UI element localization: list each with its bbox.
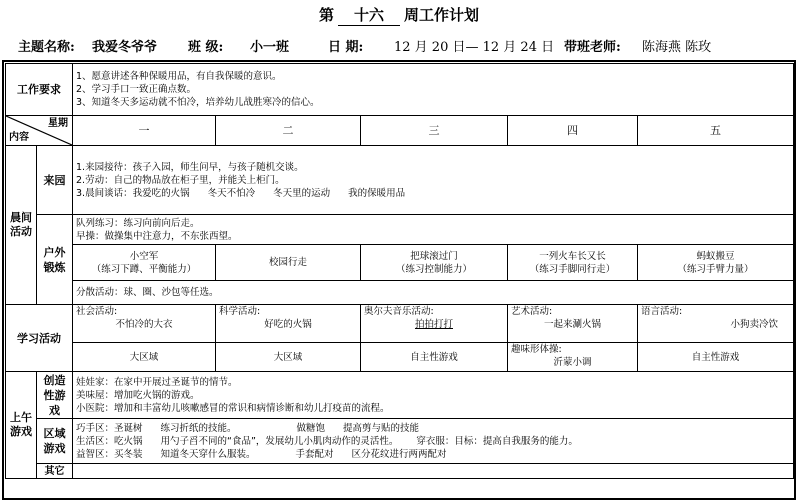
- outdoor-game-friday: 蚂蚁搬豆 （练习手臂力量）: [638, 245, 794, 281]
- outdoor-line: 队列练习：练习向前向后走。: [76, 217, 200, 229]
- week-number: 十六: [338, 4, 400, 26]
- day-header-row: [6, 116, 794, 146]
- lesson-thursday: 艺术活动: 一起来涮火锅: [508, 305, 638, 343]
- outdoor-exercise-label: 户外锻炼: [37, 215, 73, 305]
- area-line: 巧手区：圣诞树 练习折纸的技能。 做糖饱 提高剪与贴的技能: [76, 422, 420, 434]
- outdoor-game-thursday: 一列火车长又长 （练习手脚同行走）: [508, 245, 638, 281]
- teacher-label: 带班老师:: [564, 40, 621, 55]
- weekly-plan-table: [5, 63, 794, 479]
- date-label: 日 期:: [328, 40, 364, 55]
- day-thursday: 四: [508, 116, 638, 146]
- date-value: 12 月 20 日— 12 月 24 日: [394, 40, 555, 55]
- study-game-tuesday: 大区域: [216, 343, 361, 372]
- area-line: 生活区：吃火锅 用勺子舀不同的“食品”，发展幼儿小肌肉动作的灵活性。 穿衣服：目标：提高自我服务的能力。: [76, 435, 578, 447]
- requirements-list: [73, 64, 794, 116]
- page-title: [0, 4, 798, 26]
- teacher-value: 陈海燕 陈玫: [642, 40, 712, 55]
- requirements-row: [6, 64, 794, 116]
- study-game-friday: 自主性游戏: [638, 343, 794, 372]
- morning-activity-label: 晨间活动: [6, 146, 37, 305]
- other-content: [73, 464, 794, 479]
- class-label: 班 级:: [188, 40, 224, 55]
- creative-line: 美味屋：增加吃火锅的游戏。: [76, 389, 200, 401]
- lesson-friday: 语言活动: 小狗卖冷饮: [638, 305, 794, 343]
- other-label: 其它: [37, 464, 73, 479]
- day-tuesday: 二: [216, 116, 361, 146]
- requirement-item: 3、知道冬天多运动就不怕冷，培养幼儿战胜寒冷的信心。: [76, 97, 320, 108]
- creative-game-content: [73, 372, 794, 419]
- title-prefix: 第: [318, 6, 334, 24]
- arrival-line: 1.来园接待：孩子入园，师生问早，与孩子随机交谈。: [76, 161, 304, 173]
- outdoor-game-tuesday: 校园行走: [216, 245, 361, 281]
- requirements-label: 工作要求: [6, 64, 73, 116]
- creative-game-row: [6, 372, 794, 419]
- outdoor-line: 早操：做操集中注意力，不东张西望。: [76, 230, 238, 242]
- study-game-thursday: 趣味形体操: 沂蒙小调: [508, 343, 638, 372]
- creative-line: 小医院：增加和丰富幼儿咳嗽感冒的常识和病情诊断和幼儿打疫苗的流程。: [76, 402, 390, 414]
- plan-info-bar: [18, 36, 798, 58]
- study-lessons-row: [6, 305, 794, 343]
- study-activity-label: 学习活动: [6, 305, 73, 372]
- class-value: 小一班: [250, 40, 290, 55]
- corner-content-label: 内容: [9, 132, 29, 143]
- arrival-content: [73, 146, 794, 215]
- study-games-row: [6, 343, 794, 372]
- other-row: [6, 464, 794, 479]
- area-line: 益智区：买冬装 知道冬天穿什么服装。 手套配对 区分花纹进行两两配对: [76, 448, 447, 460]
- requirement-item: 1、愿意讲述各种保暖用品，有自我保暖的意识。: [76, 71, 282, 82]
- outdoor-routine: [73, 215, 794, 245]
- lesson-monday: 社会活动: 不怕冷的大衣: [73, 305, 216, 343]
- area-game-label: 区域游戏: [37, 419, 73, 464]
- study-game-wednesday: 自主性游戏: [361, 343, 508, 372]
- outdoor-free-row: [6, 281, 794, 305]
- outdoor-top-row: [6, 215, 794, 245]
- creative-game-label: 创造性游戏: [37, 372, 73, 419]
- day-wednesday: 三: [361, 116, 508, 146]
- outdoor-free-activity: 分散活动：球、圈、沙包等任选。: [73, 281, 794, 305]
- arrival-label: 来园: [37, 146, 73, 215]
- arrival-line: 3.晨间谈话：我爱吃的火锅 冬天不怕冷 冬天里的运动 我的保暖用品: [76, 187, 406, 199]
- requirement-item: 2、学习手口一致正确点数。: [76, 84, 197, 95]
- outdoor-game-monday: 小空军 （练习下蹲、平衡能力）: [73, 245, 216, 281]
- creative-line: 娃娃家：在家中开展过圣诞节的情节。: [76, 376, 238, 388]
- outdoor-games-row: [6, 245, 794, 281]
- theme-label: 主题名称:: [18, 40, 75, 55]
- morning-games-label: 上午游戏: [6, 372, 37, 479]
- arrival-row: [6, 146, 794, 215]
- corner-weekday-label: 星期: [48, 118, 68, 129]
- title-suffix: 周工作计划: [404, 6, 480, 24]
- area-game-content: [73, 419, 794, 464]
- outdoor-game-wednesday: 把球滚过门 （练习控制能力）: [361, 245, 508, 281]
- study-game-monday: 大区域: [73, 343, 216, 372]
- day-monday: 一: [73, 116, 216, 146]
- corner-cell: [6, 116, 73, 146]
- theme-value: 我爱冬爷爷: [92, 40, 158, 55]
- arrival-line: 2.劳动：自己的物品放在柜子里，并能关上柜门。: [76, 174, 285, 186]
- lesson-tuesday: 科学活动: 好吃的火锅: [216, 305, 361, 343]
- area-game-row: [6, 419, 794, 464]
- day-friday: 五: [638, 116, 794, 146]
- lesson-wednesday: 奥尔夫音乐活动: 拍拍打打: [361, 305, 508, 343]
